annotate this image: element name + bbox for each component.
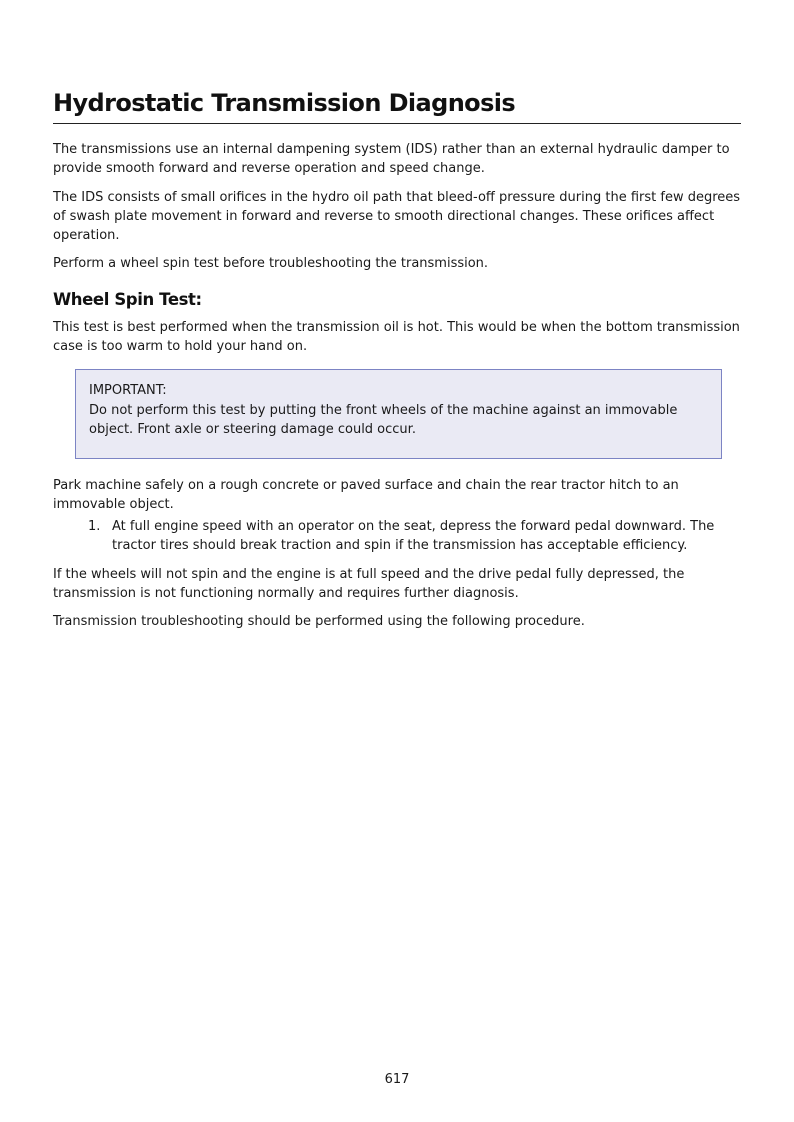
setup-paragraph: Park machine safely on a rough concrete or paved surface and chain the rear tractor hitch to an immovable object.: [53, 478, 679, 512]
step-text: At full engine speed with an operator on the seat, depress the forward pedal downward. The tractor tires should break traction and spin if the transmission has acceptable efficiency.: [112, 519, 715, 553]
intro-paragraph-ids: The transmissions use an internal dampening system (IDS) rather than an external hydraulic damper to provide smooth forward and reverse operation and speed change.: [53, 142, 730, 176]
wheel-spin-intro-paragraph: This test is best performed when the transmission oil is hot. This would be when the bottom transmission case is too warm to hold your hand on.: [53, 320, 740, 354]
page-title: Hydrostatic Transmission Diagnosis: [53, 86, 741, 124]
list-item: [88, 517, 741, 555]
important-notice-box: [75, 369, 722, 459]
important-text: Do not perform this test by putting the front wheels of the machine against an immovable object. Front axle or steering damage could occur.: [89, 402, 678, 437]
ids-orifices-paragraph: The IDS consists of small orifices in the hydro oil path that bleed-off pressure during the first few degrees of swash plate movement in forward and reverse to smooth directional changes. These orifices affect operation.: [53, 190, 741, 243]
important-label: IMPORTANT:: [89, 383, 167, 398]
page-number: 617: [384, 1072, 410, 1087]
step-number: 1.: [88, 519, 101, 534]
steps-list: [88, 517, 741, 555]
failure-note-paragraph: If the wheels will not spin and the engine is at full speed and the drive pedal fully depressed, the transmission is not functioning normally and requires further diagnosis.: [53, 567, 685, 601]
closing-paragraph: Transmission troubleshooting should be performed using the following procedure.: [53, 614, 585, 629]
section-heading-wheel-spin-test: Wheel Spin Test:: [53, 290, 202, 309]
wheel-spin-instruction-paragraph: Perform a wheel spin test before troubleshooting the transmission.: [53, 256, 489, 271]
